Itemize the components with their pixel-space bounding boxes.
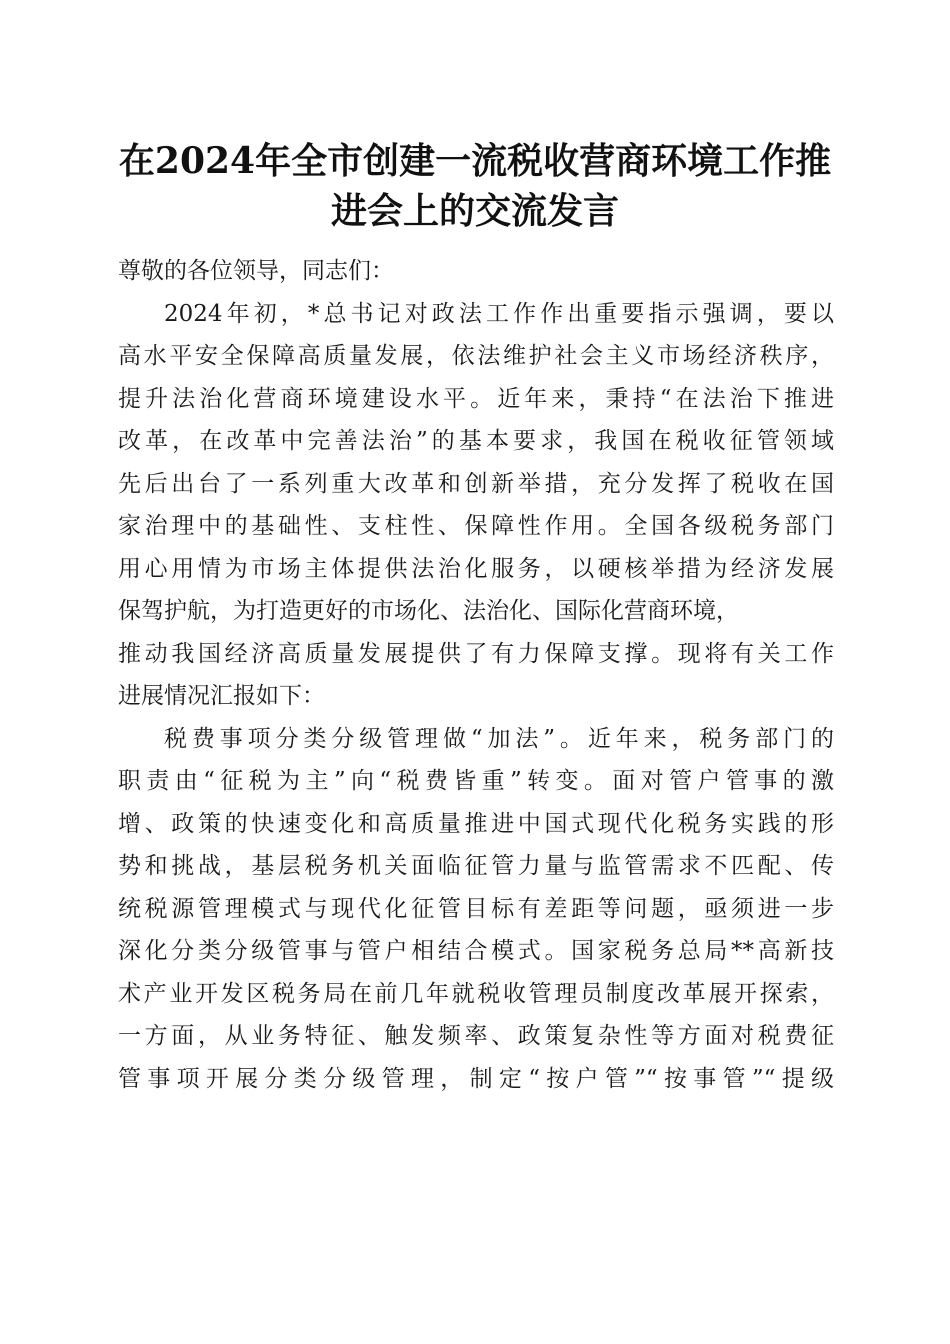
paragraph-line: 深化分类分级管事与管户相结合模式。国家税务总局**高新技 xyxy=(118,938,834,964)
paragraph-line: 推动我国经济高质量发展提供了有力保障支撑。现将有关工作 xyxy=(118,640,834,667)
paragraph-line: 高水平安全保障高质量发展，依法维护社会主义市场经济秩序， xyxy=(118,343,834,369)
document-title xyxy=(0,136,950,236)
paragraph-line: 税费事项分类分级管理做“加法”。近年来，税务部门的 xyxy=(164,725,834,752)
paragraph-line: 改革，在改革中完善法治”的基本要求，我国在税收征管领域 xyxy=(118,428,834,454)
title-line-1: 在2024年全市创建一流税收营商环境工作推 xyxy=(118,140,832,182)
paragraph-line: 先后出台了一系列重大改革和创新举措，充分发挥了税收在国 xyxy=(118,470,834,497)
paragraph-line: 进展情况汇报如下： xyxy=(118,683,325,709)
title-line-2: 进会上的交流发言 xyxy=(330,190,619,232)
paragraph-line: 势和挑战，基层税务机关面临征管力量与监管需求不匹配、传 xyxy=(118,853,834,879)
paragraph-1 xyxy=(118,293,834,718)
paragraph-line: 2024年初，*总书记对政法工作作出重要指示强调，要以 xyxy=(164,300,834,327)
paragraph-2 xyxy=(118,718,834,1101)
paragraph-line: 家治理中的基础性、支柱性、保障性作用。全国各级税务部门 xyxy=(118,513,834,539)
paragraph-line: 用心用情为市场主体提供法治化服务，以硬核举措为经济发展 xyxy=(118,555,834,582)
paragraph-line: 管事项开展分类分级管理，制定“按户管”“按事管”“提级 xyxy=(118,1065,834,1092)
salutation: 尊敬的各位领导，同志们： xyxy=(118,258,394,284)
paragraph-line: 术产业开发区税务局在前几年就税收管理员制度改革展开探索， xyxy=(118,980,834,1007)
paragraph-line: 一方面，从业务特征、触发频率、政策复杂性等方面对税费征 xyxy=(118,1023,834,1049)
paragraph-line: 增、政策的快速变化和高质量推进中国式现代化税务实践的形 xyxy=(118,810,834,837)
document-body xyxy=(118,250,834,1100)
paragraph-line: 保驾护航，为打造更好的市场化、法治化、国际化营商环境， xyxy=(118,598,739,624)
paragraph-line: 职责由“征税为主”向“税费皆重”转变。面对管户管事的激 xyxy=(118,768,834,794)
paragraph-line: 统税源管理模式与现代化征管目标有差距等问题，亟须进一步 xyxy=(118,895,834,922)
paragraph-line: 提升法治化营商环境建设水平。近年来，秉持“在法治下推进 xyxy=(118,385,834,412)
